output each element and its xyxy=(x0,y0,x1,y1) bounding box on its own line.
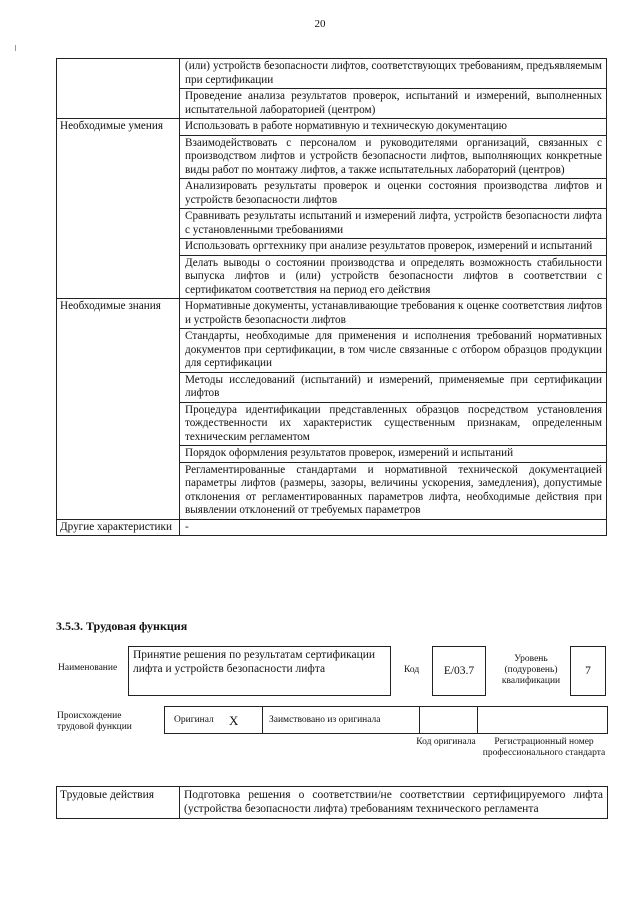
row-text: Процедура идентификации представленных образцов посредством установления тождественности их характеристик существенным признакам, определенным техническим регламентом xyxy=(180,402,607,446)
row-text: Проведение анализа результатов проверок, испытаний и измерений, выполненных испытательной лабораторией (центром) xyxy=(180,89,607,119)
labor-actions-text: Подготовка решения о соответствии/не соответствии сертифицируемого лифта (устройства безопасности лифта) требованиям технического регламента xyxy=(180,787,608,819)
origin-label: Происхождение трудовой функции xyxy=(57,711,132,732)
row-text: - xyxy=(180,519,607,536)
row-text: Использовать оргтехнику при анализе результатов проверок, измерений и испытаний xyxy=(180,239,607,256)
row-text: Стандарты, необходимые для применения и исполнения требований нормативных документов при сертификации, в том числе связанные с отбором образцов продукции для сертификации xyxy=(180,329,607,373)
row-text: Порядок оформления результатов проверок, измерений и испытаний xyxy=(180,446,607,463)
function-name-box xyxy=(128,646,391,696)
level-value-box xyxy=(570,646,606,696)
code-value: E/03.7 xyxy=(443,665,475,677)
code-value-box xyxy=(432,646,486,696)
level-label: Уровень (подуровень) квалификации xyxy=(501,654,561,686)
table-row xyxy=(57,299,607,329)
origin-boxes xyxy=(164,706,608,734)
name-label: Наименование xyxy=(58,663,118,673)
reg-number-label: Регистрационный номер профессионального стандарта xyxy=(482,737,606,758)
row-text: Регламентированные стандартами и нормативной технической документацией параметры лифтов (размеры, зазоры, величины ускорения, замедления), допустимые отклонения от регламентированных параметров лифта, необходимые действия при выявлении отклонений от требуемых параметров xyxy=(180,462,607,519)
function-name-value: Принятие решения по результатам сертификации лифта и устройств безопасности лифта xyxy=(133,649,376,675)
row-text: Использовать в работе нормативную и техническую документацию xyxy=(180,119,607,136)
row-text: Нормативные документы, устанавливающие требования к оценке соответствия лифтов и устройств безопасности лифтов xyxy=(180,299,607,329)
level-value: 7 xyxy=(585,665,591,677)
scan-mark xyxy=(15,45,16,51)
divider-1 xyxy=(262,707,263,733)
row-text: Взаимодействовать с персоналом и руководителями организаций, связанных с производством лифтов и устройств безопасности лифтов, выполняющих конкретные виды работ по монтажу лифтов, а также испытательных лабораторий (центров) xyxy=(180,135,607,179)
labor-actions-label: Трудовые действия xyxy=(57,787,180,819)
code-label: Код xyxy=(404,665,420,675)
row-text: Анализировать результаты проверок и оценки состояния производства лифтов и устройств безопасности лифтов xyxy=(180,179,607,209)
row-label: Необходимые знания xyxy=(57,299,180,520)
original-label: Оригинал xyxy=(174,715,214,725)
row-label: Другие характеристики xyxy=(57,519,180,536)
row-text: Сравнивать результаты испытаний и измерений лифта, устройств безопасности лифта с установленными требованиями xyxy=(180,209,607,239)
row-label: Необходимые умения xyxy=(57,119,180,299)
table-row xyxy=(57,519,607,536)
table-row xyxy=(57,119,607,136)
row-text: Методы исследований (испытаний) и измерений, применяемые при сертификации лифтов xyxy=(180,372,607,402)
code-original-label: Код оригинала xyxy=(416,737,476,747)
row-text: (или) устройств безопасности лифтов, соответствующих требованиям, предъявляемым при сертификации xyxy=(180,59,607,89)
divider-2 xyxy=(419,707,420,733)
row-text: Делать выводы о состоянии производства и определять возможность стабильности выпуска лифтов и (или) устройств безопасности лифтов в соответствии с сертификатом соответствия на период его действия xyxy=(180,255,607,299)
competency-table xyxy=(56,58,607,536)
borrowed-label: Заимствовано из оригинала xyxy=(269,715,381,725)
row-label xyxy=(57,59,180,119)
original-mark: X xyxy=(229,713,239,728)
page-number: 20 xyxy=(314,18,326,30)
labor-actions-table xyxy=(56,786,608,819)
divider-3 xyxy=(477,707,478,733)
table-row xyxy=(57,59,607,89)
section-title: 3.5.3. Трудовая функция xyxy=(56,619,188,633)
